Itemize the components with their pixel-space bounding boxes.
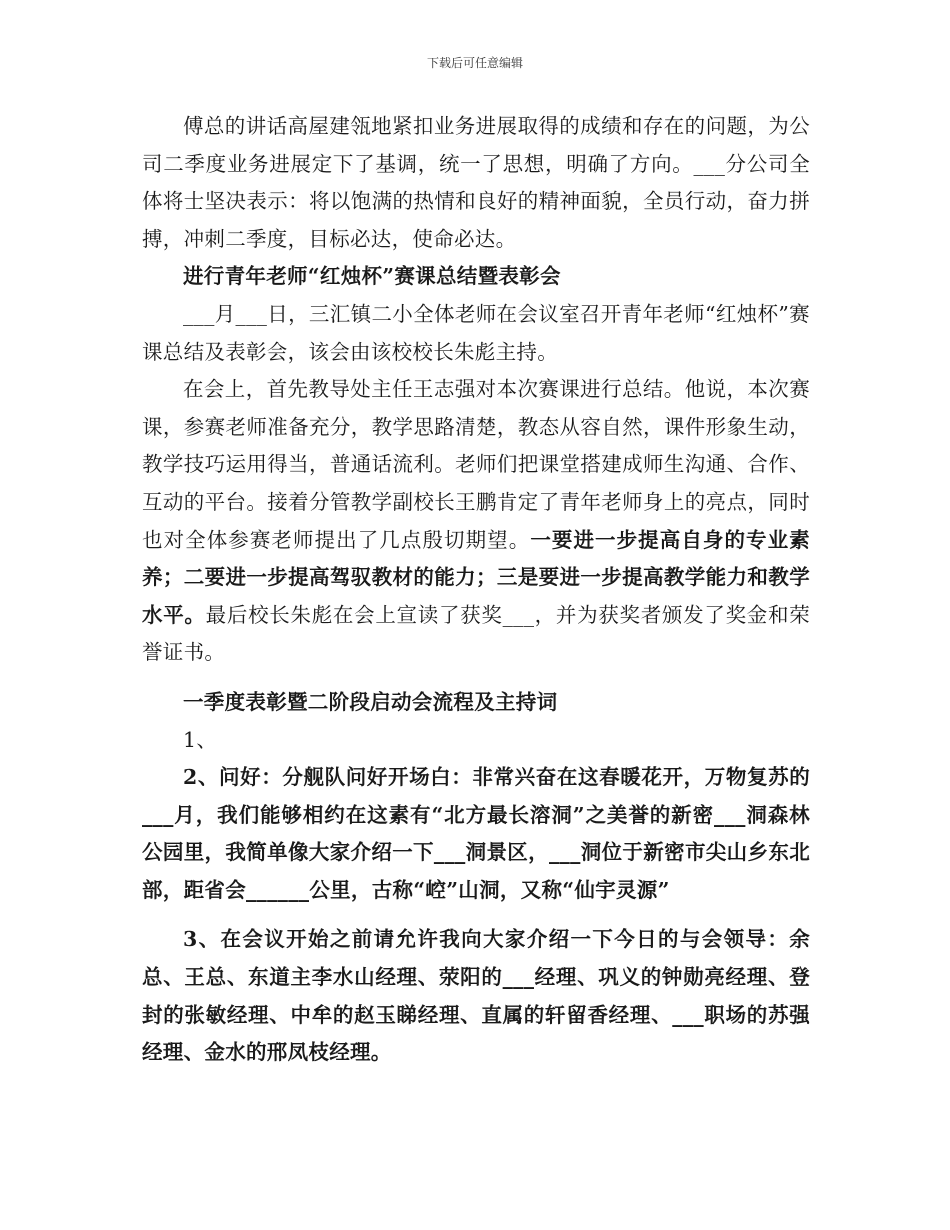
page-header: 下载后可任意编辑 bbox=[426, 56, 523, 70]
paragraph-speech-summary: 傅总的讲话高屋建瓴地紧扣业务进展取得的成绩和存在的问题，为公司二季度业务进展定下了基调，统一了思想，明确了方向。___分公司全体将士坚决表示：将以饱满的热情和良好的精神面貌，全员行动，奋力拼搏，冲刺二季度，目标必达，使命必达。 bbox=[142, 114, 810, 251]
list-item-2: 2、问好：分舰队问好开场白：非常兴奋在这春暖花开，万物复苏的___月，我们能够相约在这素有“北方最长溶洞”之美誉的新密___洞森林公园里，我简单像大家介绍一下___洞景区，___洞位于新密市尖山乡东北部，距省会______公里，古称“崆”山洞，又称“仙宇灵源” bbox=[142, 765, 810, 902]
document-body bbox=[142, 108, 810, 1072]
paragraph-meeting-intro: ___月___日，三汇镇二小全体老师在会议室召开青年老师“红烛杯”赛课总结及表彰会，该会由该校校长朱彪主持。 bbox=[142, 301, 810, 364]
details-bold-text: 一要进一步提高自身的专业素养；二要进一步提高驾驭教材的能力；三是要进一步提高教学能力和教学水平。 bbox=[142, 527, 810, 627]
list-item-3: 3、在会议开始之前请允许我向大家介绍一下今日的与会领导：余总、王总、东道主李水山经理、荥阳的___经理、巩义的钟勋亮经理、登封的张敏经理、中牟的赵玉睇经理、直属的轩留香经理、___职场的苏强经理、金水的邢凤枝经理。 bbox=[142, 927, 810, 1065]
paragraph-meeting-details bbox=[142, 371, 810, 672]
heading-red-candle-cup: 进行青年老师“红烛杯”赛课总结暨表彰会 bbox=[183, 264, 561, 289]
details-normal-text: 在会上，首先教导处主任王志强对本次赛课进行总结。他说，本次赛课，参赛老师准备充分，教学思路清楚，教态从容自然，课件形象生动，教学技巧运用得当，普通话流利。老师们把课堂搭建成师生沟通、合作、互动的平台。接着分管教学副校长王鹏肯定了青年老师身上的亮点，同时也对全体参赛老师提出了几点殷切期望。 bbox=[142, 377, 810, 552]
heading-q1-commendation: 一季度表彰暨二阶段启动会流程及主持词 bbox=[183, 689, 558, 714]
spacer bbox=[142, 909, 810, 921]
list-item-1: 1、 bbox=[183, 727, 218, 752]
details-tail-text: 最后校长朱彪在会上宣读了获奖___，并为获奖者颁发了奖金和荣誉证书。 bbox=[142, 602, 810, 665]
spacer bbox=[142, 672, 810, 684]
